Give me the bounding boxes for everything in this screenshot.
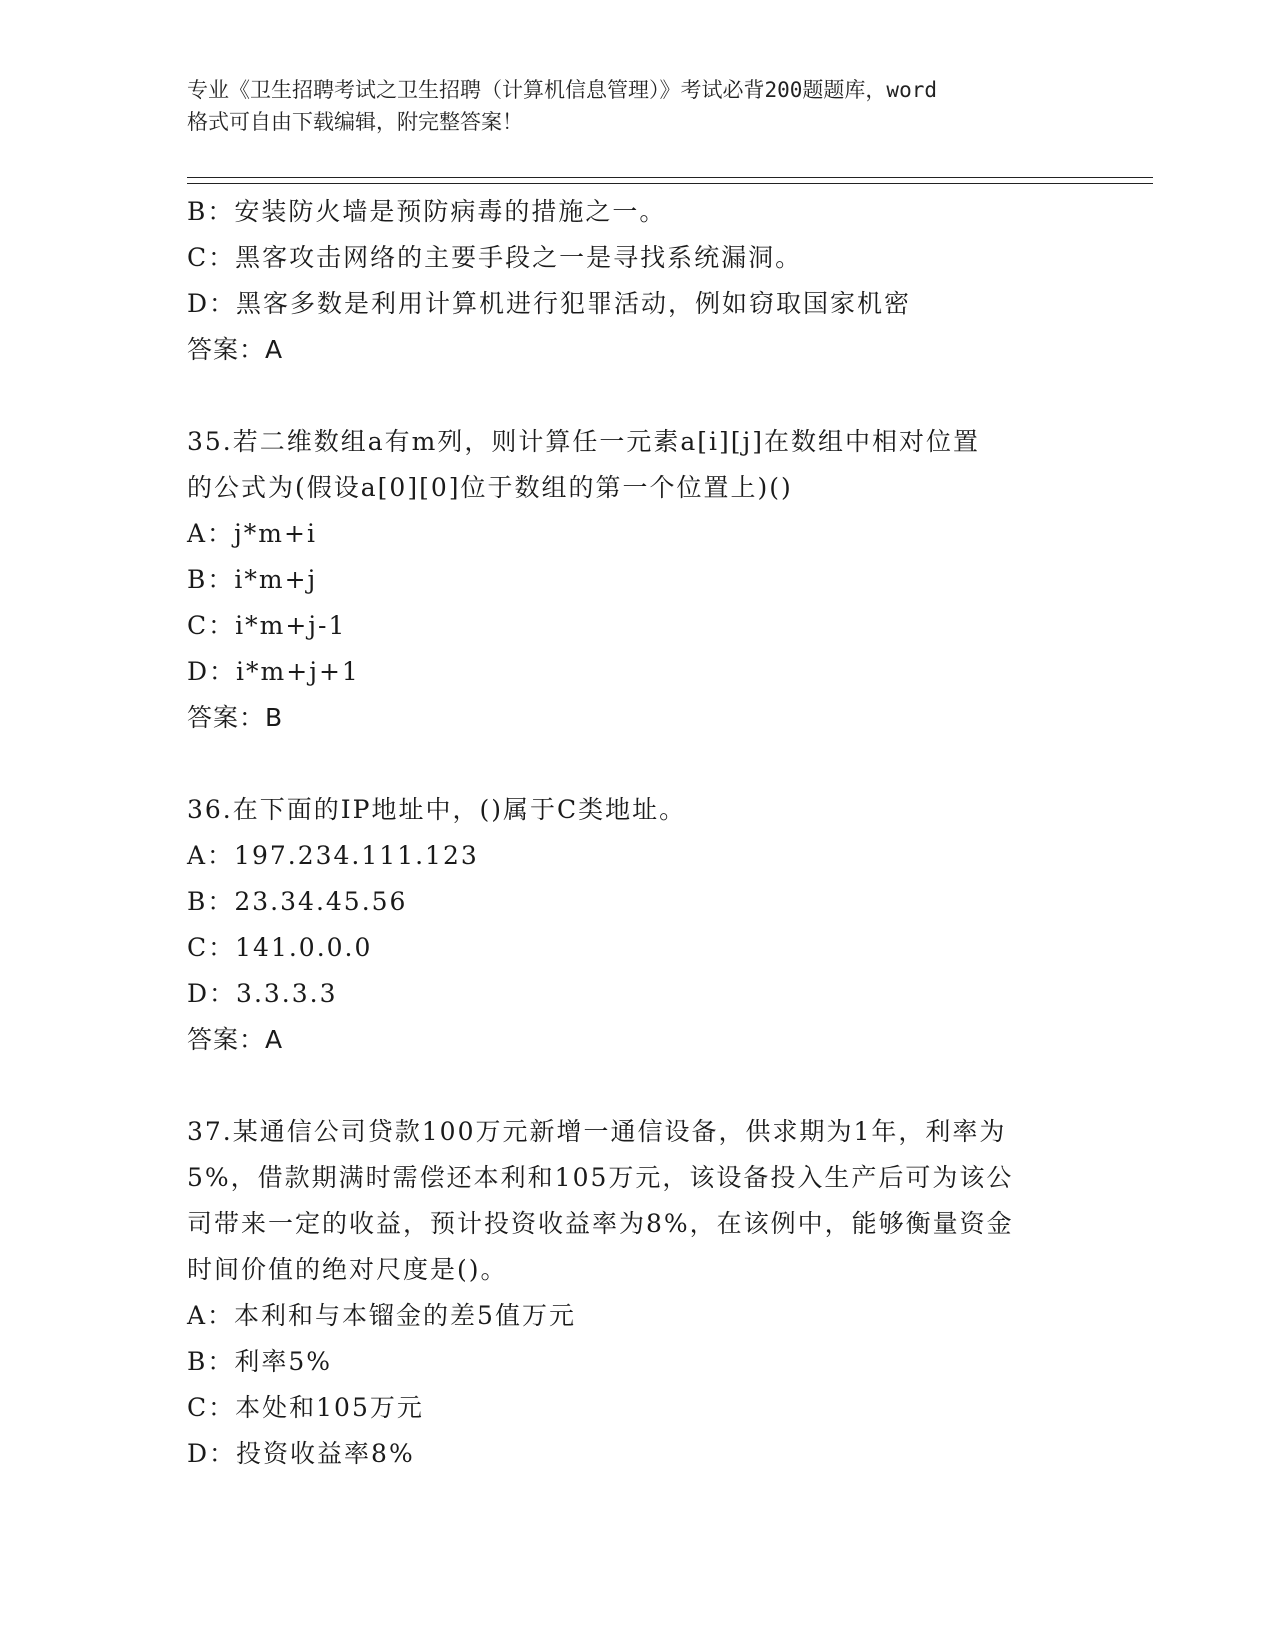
option-d: D：3.3.3.3: [187, 979, 338, 1008]
answer-line: 答案：B: [187, 703, 284, 732]
question-stem: 5%，借款期满时需偿还本利和105万元，该设备投入生产后可为该公: [187, 1163, 1014, 1192]
spacer: [187, 1063, 1087, 1109]
option-a: A：j*m+i: [187, 519, 317, 548]
option-d: D：投资收益率8%: [187, 1439, 415, 1468]
header-line-2: 格式可自由下载编辑，附完整答案！: [187, 110, 523, 134]
spacer: [187, 373, 1087, 419]
option-b: B：安装防火墙是预防病毒的措施之一。: [187, 197, 667, 226]
option-c: C：黑客攻击网络的主要手段之一是寻找系统漏洞。: [187, 243, 803, 272]
option-b: B：23.34.45.56: [187, 887, 408, 916]
answer-line: 答案：A: [187, 335, 284, 364]
header-divider: [187, 177, 1153, 178]
option-a: A：本利和与本镏金的差5值万元: [187, 1301, 576, 1330]
question-stem: 36.在下面的IP地址中，()属于C类地址。: [187, 795, 687, 824]
answer-line: 答案：A: [187, 1025, 284, 1054]
header-divider: [187, 183, 1153, 184]
option-d: D：i*m+j+1: [187, 657, 360, 686]
question-stem: 37.某通信公司贷款100万元新增一通信设备，供求期为1年，利率为: [187, 1117, 1007, 1146]
option-c: C：i*m+j-1: [187, 611, 347, 640]
option-b: B：i*m+j: [187, 565, 318, 594]
question-block-35: [187, 419, 1087, 741]
question-stem: 的公式为(假设a[0][0]位于数组的第一个位置上)(): [187, 473, 793, 502]
spacer: [187, 741, 1087, 787]
option-b: B：利率5%: [187, 1347, 333, 1376]
option-c: C：本处和105万元: [187, 1393, 424, 1422]
option-c: C：141.0.0.0: [187, 933, 373, 962]
option-d: D：黑客多数是利用计算机进行犯罪活动，例如窃取国家机密: [187, 289, 912, 318]
page-header: [187, 74, 1087, 138]
header-line-1: 专业《卫生招聘考试之卫生招聘（计算机信息管理）》考试必背200题题库，word: [187, 78, 937, 102]
question-stem: 35.若二维数组a有m列，则计算任一元素a[i][j]在数组中相对位置: [187, 427, 981, 456]
question-stem: 司带来一定的收益，预计投资收益率为8%，在该例中，能够衡量资金: [187, 1209, 1014, 1238]
question-stem: 时间价值的绝对尺度是()。: [187, 1255, 508, 1284]
question-block-36: [187, 787, 1087, 1063]
option-a: A：197.234.111.123: [187, 841, 479, 870]
question-block-prev: [187, 189, 1087, 373]
question-block-37: [187, 1109, 1087, 1477]
document-body: [187, 189, 1087, 1477]
